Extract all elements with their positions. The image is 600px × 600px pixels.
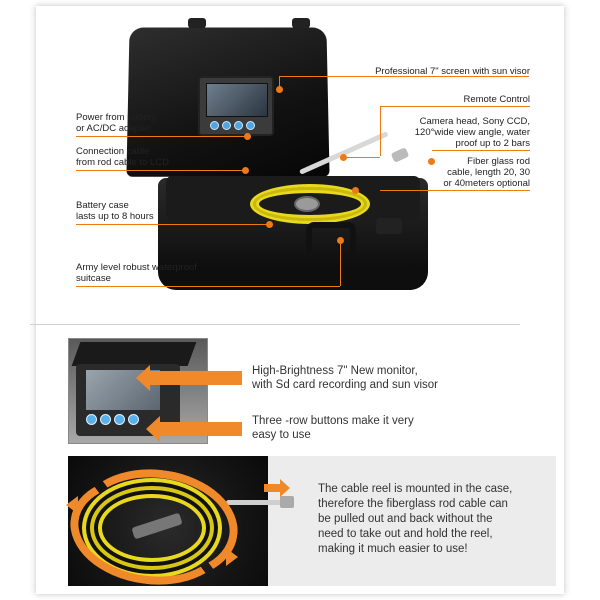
callout-battery-line: Battery case — [76, 200, 129, 211]
feature-buttons-line: easy to use — [252, 429, 311, 441]
key-icon — [222, 121, 231, 130]
case-hinge — [292, 18, 310, 28]
reel-description-line: need to take out and hold the reel, — [318, 528, 493, 540]
button-icon — [86, 414, 97, 425]
callout-line — [340, 240, 341, 286]
arrow-left-icon — [150, 371, 242, 385]
callout-camera — [380, 116, 530, 149]
callout-connection-line: Connection cable — [76, 146, 150, 157]
callout-power-line: Power from battery — [76, 112, 157, 123]
feature-buttons-line: Three -row buttons make it very — [252, 415, 414, 427]
feature-buttons — [252, 414, 512, 442]
arrowhead-icon — [226, 548, 238, 566]
section-divider — [30, 324, 520, 325]
callout-line — [279, 76, 280, 88]
callout-camera-line: Camera head, Sony CCD, — [419, 116, 530, 127]
rod-cable — [226, 500, 286, 505]
feature-monitor-line: High-Brightness 7" New monitor, — [252, 365, 418, 377]
case-hinge — [188, 18, 206, 28]
callout-dot — [244, 133, 251, 140]
callout-line — [76, 170, 244, 171]
button-icon — [128, 414, 139, 425]
callout-dot — [266, 221, 273, 228]
callout-fiber — [400, 156, 530, 189]
button-icon — [114, 414, 125, 425]
callout-line — [380, 190, 530, 191]
callout-suitcase — [76, 262, 246, 284]
callout-battery — [76, 200, 216, 222]
callout-camera-line: 120°wide view angle, water — [414, 127, 530, 138]
callout-line — [344, 157, 380, 158]
case-latch — [376, 218, 402, 234]
reel-description — [318, 482, 554, 557]
feature-monitor-line: with Sd card recording and sun visor — [252, 379, 439, 391]
callout-power — [76, 112, 216, 134]
reel-description-line: therefore the fiberglass rod cable can — [318, 498, 508, 510]
case-handle — [306, 222, 356, 260]
feature-monitor — [252, 364, 512, 392]
callout-dot — [242, 167, 249, 174]
callout-power-line: or AC/DC adapter — [76, 123, 151, 134]
key-icon — [246, 121, 255, 130]
arrow-left-icon — [160, 422, 242, 436]
monitor-buttons — [86, 414, 139, 425]
callout-connection-line: from rod cable to LCD — [76, 157, 169, 168]
callout-battery-line: lasts up to 8 hours — [76, 211, 154, 222]
callout-suitcase-line: suitcase — [76, 273, 111, 284]
callout-line — [432, 150, 530, 151]
callout-fiber-line: or 40meters optional — [443, 178, 530, 189]
callout-line — [76, 224, 268, 225]
reel-hub — [294, 196, 320, 212]
callout-remote: Remote Control — [463, 94, 530, 105]
callout-line — [76, 286, 340, 287]
arrowhead-icon — [66, 496, 78, 514]
callout-line — [76, 136, 246, 137]
callout-line — [380, 106, 530, 107]
reel-description-line: The cable reel is mounted in the case, — [318, 483, 513, 495]
callout-dot — [337, 237, 344, 244]
callout-fiber-line: cable, length 20, 30 — [447, 167, 530, 178]
button-icon — [100, 414, 111, 425]
callout-connection — [76, 146, 216, 168]
rod-camera-head — [280, 496, 294, 508]
callout-camera-line: proof up to 2 bars — [455, 138, 530, 149]
sun-visor — [72, 342, 197, 366]
reel-description-line: making it much easier to use! — [318, 543, 468, 555]
callout-fiber-line: Fiber glass rod — [467, 156, 530, 167]
callout-dot — [352, 187, 359, 194]
callout-suitcase-line: Army level robust waterproof — [76, 262, 197, 273]
arrow-right-icon — [264, 484, 280, 492]
lcd-keypad — [210, 121, 255, 130]
callout-screen: Professional 7" screen with sun visor — [375, 66, 530, 77]
reel-description-line: be pulled out and back without the — [318, 513, 493, 525]
key-icon — [234, 121, 243, 130]
